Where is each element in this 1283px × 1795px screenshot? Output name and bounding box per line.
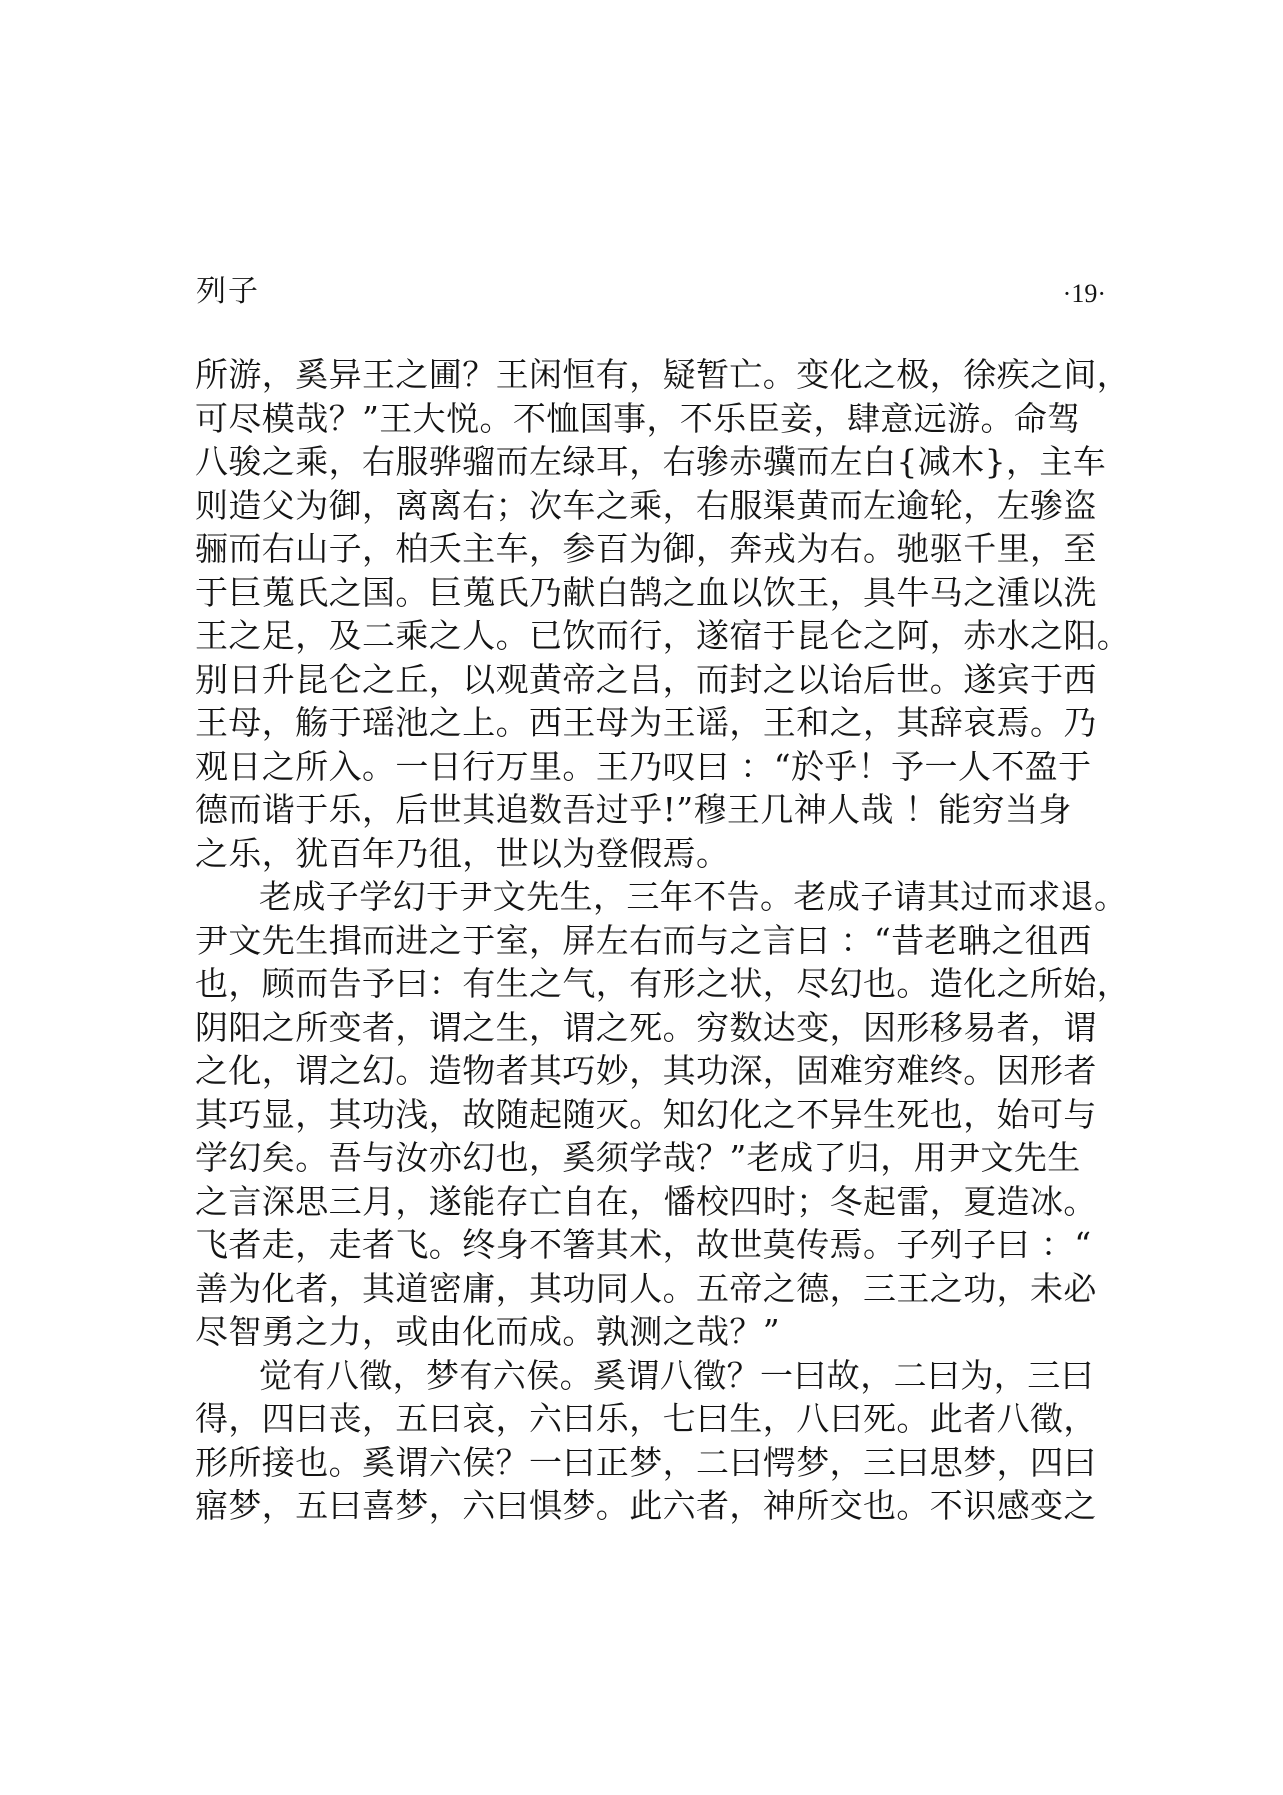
text-line: 别日升昆仑之丘，以观黄帝之吕，而封之以诒后世。遂宾于西 — [195, 659, 1097, 699]
text-line: 于巨蒐氏之国。巨蒐氏乃献白鹄之血以饮王，具牛马之湩以洗 — [195, 572, 1097, 612]
book-title: 列子 — [196, 274, 260, 309]
text-line: 寤梦，五曰喜梦，六曰惧梦。此六者，神所交也。不识感变之 — [195, 1486, 1097, 1525]
text-line: 形所接也。奚谓六侯？一曰正梦，二曰愕梦，三曰思梦，四曰 — [195, 1442, 1097, 1482]
text-line: 之化，谓之幻。造物者其巧妙，其功深，固难穷难终。因形者 — [195, 1051, 1097, 1090]
text-line: 王之足，及二乘之人。已饮而行，遂宿于昆仑之阿，赤水之阳。 — [195, 616, 1131, 655]
text-line: 之乐，犹百年乃徂，世以为登假焉。 — [195, 833, 730, 873]
paragraph-start-line: 觉有八徵，梦有六侯。奚谓八徵？一曰故，二曰为，三曰 — [259, 1355, 1094, 1395]
text-line: 飞者走，走者飞。终身不箸其术，故世莫传焉。子列子曰 ：“ — [195, 1225, 1092, 1264]
text-line: 之言深思三月，遂能存亡自在，憣校四时；冬起雷，夏造冰。 — [195, 1181, 1097, 1221]
text-line: 阴阳之所变者，谓之生，谓之死。穷数达变，因形移易者，谓 — [195, 1007, 1097, 1047]
paragraph-start-line: 老成子学幻于尹文先生，三年不告。老成子请其过而求退。 — [259, 877, 1128, 916]
text-line: 也，顾而告予曰：有生之气，有形之状，尽幻也。造化之所始， — [195, 964, 1131, 1003]
text-line: 王母，觞于瑶池之上。西王母为王谣，王和之，其辞哀焉。乃 — [195, 703, 1097, 742]
text-line: 则造父为御，离离右；次车之乘，右服渠黄而左逾轮，左骖盗 — [195, 485, 1097, 525]
text-line: 学幻矣。吾与汝亦幻也，奚须学哉？”老成了归，用尹文先生 — [195, 1138, 1081, 1177]
text-line: 善为化者，其道密庸，其功同人。五帝之德，三王之功，未必 — [195, 1268, 1097, 1308]
text-line: 可尽模哉？”王大悦。不恤国事，不乐臣妾，肆意远游。命驾 — [195, 398, 1081, 438]
text-line: 骊而右山子，柏夭主车，参百为御，奔戎为右。驰驱千里，至 — [195, 529, 1097, 568]
text-line: 尹文先生揖而进之于室，屏左右而与之言曰 ：“昔老聃之徂西 — [195, 920, 1092, 960]
text-line: 其巧显，其功浅，故随起随灭。知幻化之不异生死也，始可与 — [195, 1094, 1097, 1134]
text-line: 八骏之乘，右服骅骝而左绿耳，右骖赤骥而左白{减木}，主车 — [195, 442, 1107, 481]
page-number: ·19· — [1062, 279, 1106, 308]
page-header — [196, 272, 1106, 316]
text-line: 德而谐于乐，后世其追数吾过乎!”穆王几神人哉 ！能穷当身 — [195, 790, 1072, 829]
body-text — [195, 353, 1131, 1528]
text-line: 观日之所入。一日行万里。王乃叹曰 ：“於乎！予一人不盈于 — [195, 746, 1092, 786]
text-line: 尽智勇之力，或由化而成。孰测之哉？” — [195, 1312, 781, 1351]
text-line: 所游，奚异王之圃？王闲恒有，疑暂亡。变化之极，徐疾之间， — [195, 355, 1131, 394]
text-line: 得，四曰丧，五曰哀，六曰乐，七曰生，八曰死。此者八徵， — [195, 1399, 1097, 1438]
